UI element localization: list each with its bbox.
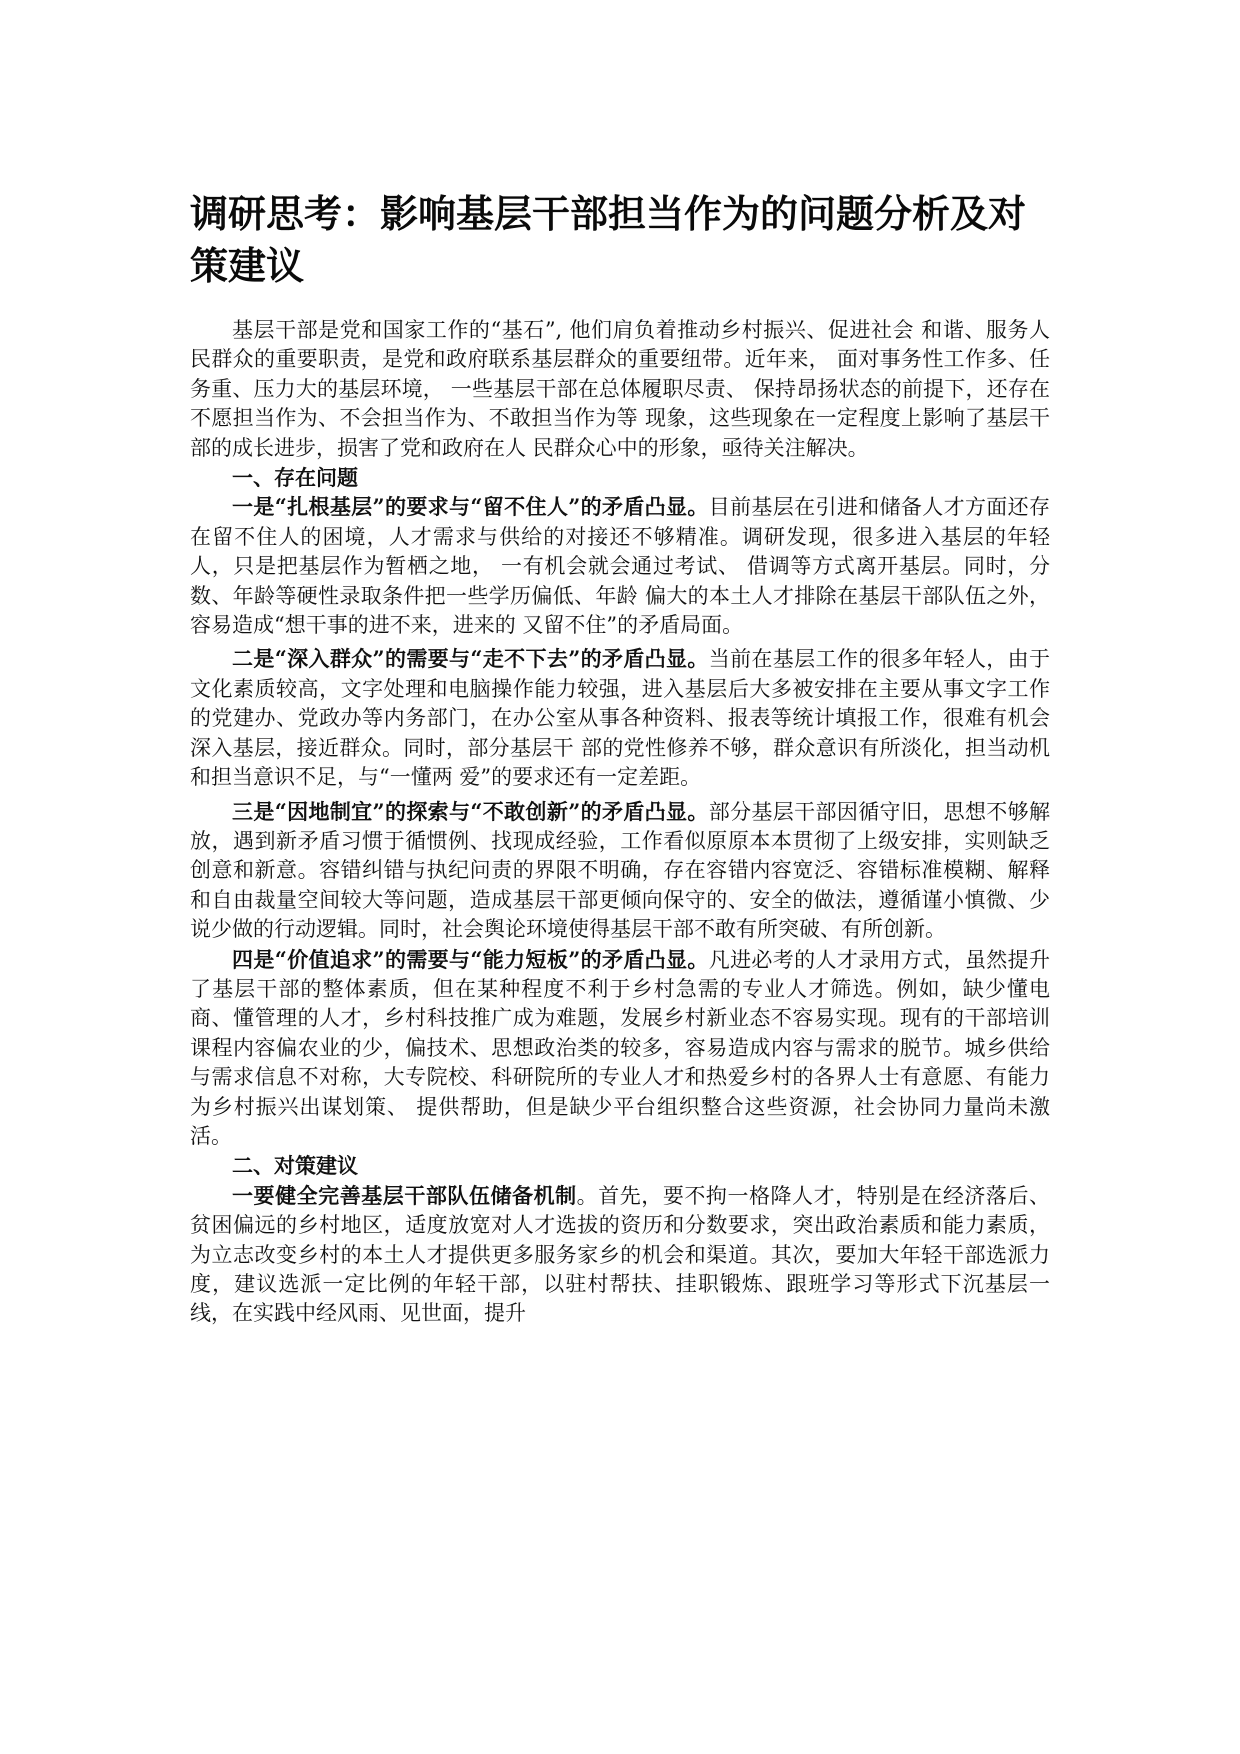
section-heading-problems: 一、存在问题	[232, 465, 358, 491]
problem-lead-2: 二是“深入群众”的需要与“走不下去”的矛盾凸显。	[232, 646, 709, 672]
document-title: 调研思考：影响基层干部担当作为的问题分析及对策建议	[190, 192, 1027, 288]
problem-text-3: 部分基层干部因循守旧，思想不够解放，遇到新矛盾习惯于循惯例、找现成经验，工作看似原原本本贯彻了上级安排，实则缺乏创意和新意。容错纠错与执纪问责的界限不明确，存在容错内容宽泛、容错标准模糊、解释和自由裁量空间较大等问题，造成基层干部更倾向保守的、安全的做法，遵循谨小慎微、少说少做的行动逻辑。同时，社会舆论环境使得基层干部不敢有所突破、有所创新。	[190, 799, 1050, 942]
problem-lead-4: 四是“价值追求”的需要与“能力短板”的矛盾凸显。	[232, 946, 709, 972]
problem-text-1: 目前基层在引进和储备人才方面还存在留不住人的困境，人才需求与供给的对接还不够精准。调研发现，很多进入基层的年轻人，只是把基层作为暂栖之地， 一有机会就会通过考试、 借调等方式离开基层。同时，分数、年龄等硬性录取条件把一些学历偏低、年龄 偏大的本土人才排除在基层干部队伍之外，容易造成“想干事的进不来，进来的 又留不住”的矛盾局面。	[190, 495, 1050, 638]
problem-paragraph-4	[190, 945, 1050, 1152]
problem-paragraph-2	[190, 644, 1050, 792]
problem-paragraph-3	[190, 797, 1050, 945]
section-heading-suggestions: 二、对策建议	[232, 1153, 358, 1179]
intro-paragraph: 基层干部是党和国家工作的“基石”, 他们肩负着推动乡村振兴、促进社会 和谐、服务人民群众的重要职责，是党和政府联系基层群众的重要纽带。近年来， 面对事务性工作多、任务重、压力大的基层环境， 一些基层干部在总体履职尽责、 保持昂扬状态的前提下，还存在不愿担当作为、不会担当作为、不敢担当作为等 现象，这些现象在一定程度上影响了基层干部的成长进步，损害了党和政府在人 民群众心中的形象，亟待关注解决。	[190, 318, 1050, 460]
document-page	[190, 188, 1050, 1329]
suggestion-text-1: 。首先，要不拘一格降人才，特别是在经济落后、贫困偏远的乡村地区，适度放宽对人才选拔的资历和分数要求，突出政治素质和能力素质，为立志改变乡村的本土人才提供更多服务家乡的机会和渠道。其次，要加大年轻干部选派力度，建议选派一定比例的年轻干部，以驻村帮扶、挂职锻炼、跟班学习等形式下沉基层一线，在实践中经风雨、见世面，提升	[190, 1183, 1051, 1326]
problem-text-2: 当前在基层工作的很多年轻人，由于文化素质较高，文字处理和电脑操作能力较强，进入基层后大多被安排在主要从事文字工作的党建办、党政办等内务部门，在办公室从事各种资料、报表等统计填报工作，很难有机会深入基层，接近群众。同时，部分基层干 部的党性修养不够，群众意识有所淡化，担当动机和担当意识不足，与“一懂两 爱”的要求还有一定差距。	[190, 647, 1050, 790]
problem-lead-1: 一是“扎根基层”的要求与“留不住人”的矛盾凸显。	[232, 494, 709, 520]
problem-text-4: 凡进必考的人才录用方式，虽然提升了基层干部的整体素质，但在某种程度不利于乡村急需的专业人才筛选。例如，缺少懂电商、懂管理的人才，乡村科技推广成为难题，发展乡村新业态不容易实现。现有的干部培训课程内容偏农业的少，偏技术、思想政治类的较多，容易造成内容与需求的脱节。城乡供给与需求信息不对称，大专院校、科研院所的专业人才和热爱乡村的各界人士有意愿、有能力为乡村振兴出谋划策、 提供帮助，但是缺少平台组织整合这些资源，社会协同力量尚未激活。	[190, 947, 1050, 1148]
suggestion-lead-1: 一要健全完善基层干部队伍储备机制	[232, 1182, 577, 1208]
problem-lead-3: 三是“因地制宜”的探索与“不敢创新”的矛盾凸显。	[232, 798, 709, 824]
suggestion-paragraph-1	[190, 1181, 1050, 1329]
problem-paragraph-1	[190, 492, 1050, 640]
